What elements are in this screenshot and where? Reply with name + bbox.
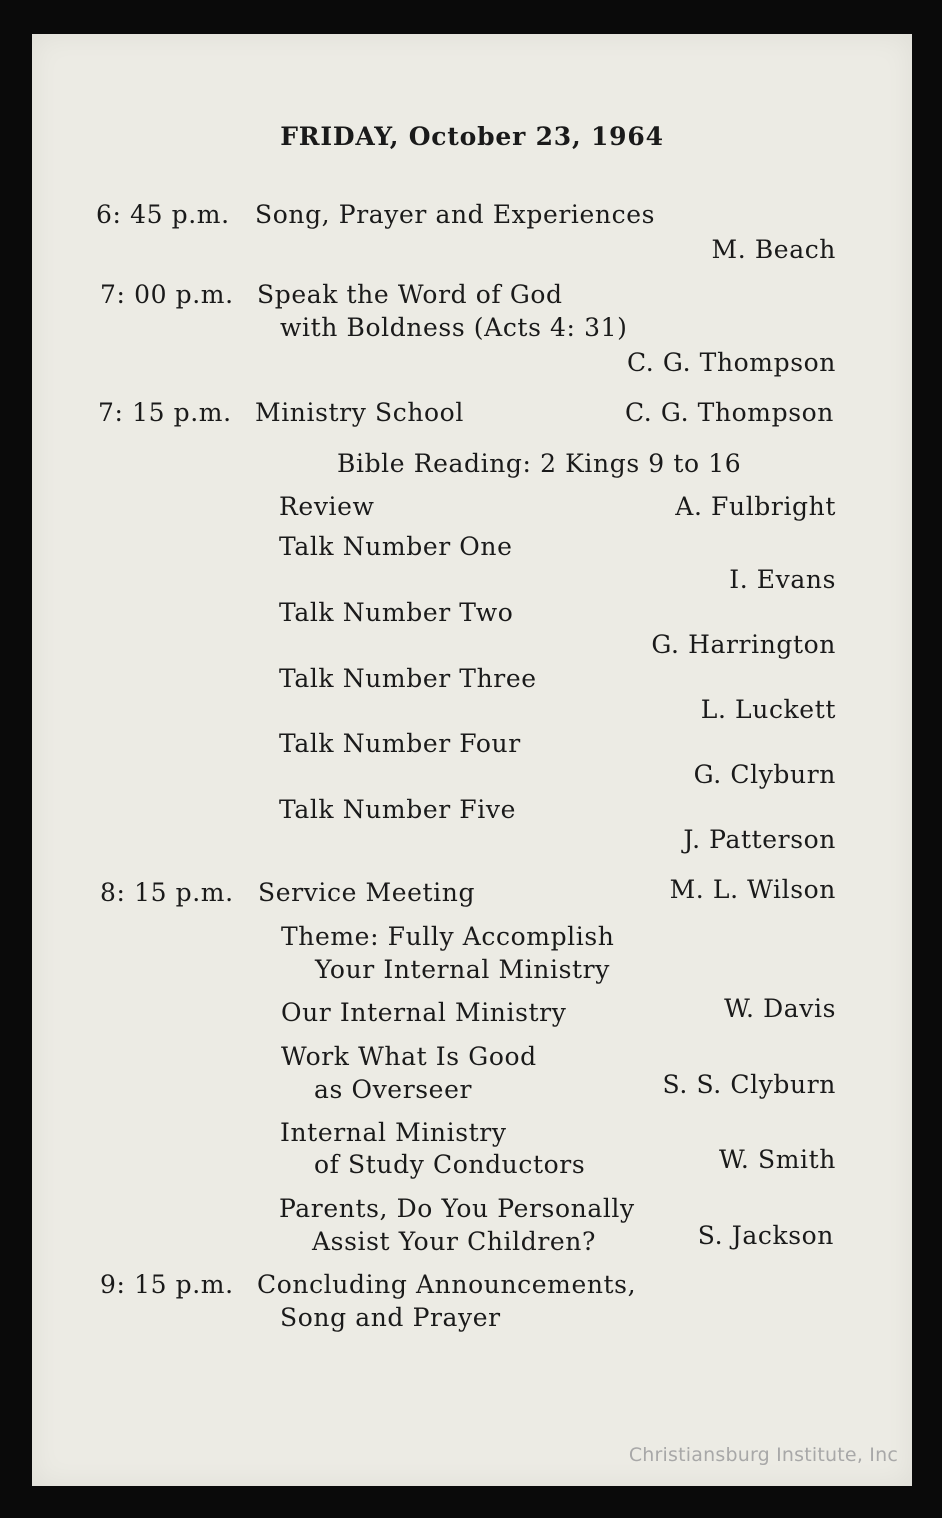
speaker-name: M. Beach [711, 235, 836, 264]
list-item: Talk Number Three [279, 664, 537, 693]
time-0915: 9: 15 p.m. [100, 1270, 234, 1299]
list-item-cont: Assist Your Children? [312, 1227, 596, 1256]
time-0645: 6: 45 p.m. [96, 200, 230, 229]
speaker-name: W. Davis [724, 994, 836, 1023]
time-0815: 8: 15 p.m. [100, 878, 234, 907]
list-item: Talk Number Two [279, 598, 514, 627]
speaker-name: A. Fulbright [675, 492, 836, 521]
time-0700: 7: 00 p.m. [100, 280, 234, 309]
page-title: FRIDAY, October 23, 1964 [280, 122, 664, 151]
speaker-name: S. S. Clyburn [662, 1070, 836, 1099]
speaker-name: C. G. Thompson [626, 348, 836, 377]
speaker-name: I. Evans [729, 565, 836, 594]
list-item: Work What Is Good [281, 1042, 537, 1071]
bible-reading: Bible Reading: 2 Kings 9 to 16 [337, 449, 742, 478]
watermark: Christiansburg Institute, Inc [628, 1444, 898, 1466]
list-item-cont: as Overseer [314, 1075, 473, 1104]
speaker-name: G. Harrington [651, 630, 836, 659]
event-title-cont: with Boldness (Acts 4: 31) [280, 313, 628, 342]
list-item: Parents, Do You Personally [279, 1194, 635, 1223]
event-title: Service Meeting [258, 878, 476, 907]
list-item-cont: of Study Conductors [314, 1150, 586, 1179]
speaker-name: G. Clyburn [693, 760, 836, 789]
event-title: Song, Prayer and Experiences [255, 200, 656, 229]
list-item: Internal Ministry [280, 1118, 507, 1147]
speaker-name: M. L. Wilson [669, 875, 836, 904]
time-0715: 7: 15 p.m. [98, 398, 232, 427]
speaker-name: L. Luckett [700, 695, 836, 724]
speaker-name: J. Patterson [683, 825, 836, 854]
speaker-name: C. G. Thompson [624, 398, 834, 427]
list-item: Talk Number One [279, 532, 513, 561]
event-title: Ministry School [255, 398, 464, 427]
list-item: Our Internal Ministry [281, 998, 567, 1027]
list-item: Review [279, 492, 375, 521]
list-item: Talk Number Five [279, 795, 516, 824]
event-title: Concluding Announcements, [257, 1270, 637, 1299]
speaker-name: S. Jackson [697, 1221, 834, 1250]
program-page [32, 34, 912, 1486]
theme-line: Theme: Fully Accomplish [281, 922, 615, 951]
event-title-cont: Song and Prayer [280, 1303, 501, 1332]
speaker-name: W. Smith [719, 1145, 836, 1174]
list-item: Talk Number Four [279, 729, 521, 758]
event-title: Speak the Word of God [257, 280, 563, 309]
theme-line-cont: Your Internal Ministry [315, 955, 610, 984]
